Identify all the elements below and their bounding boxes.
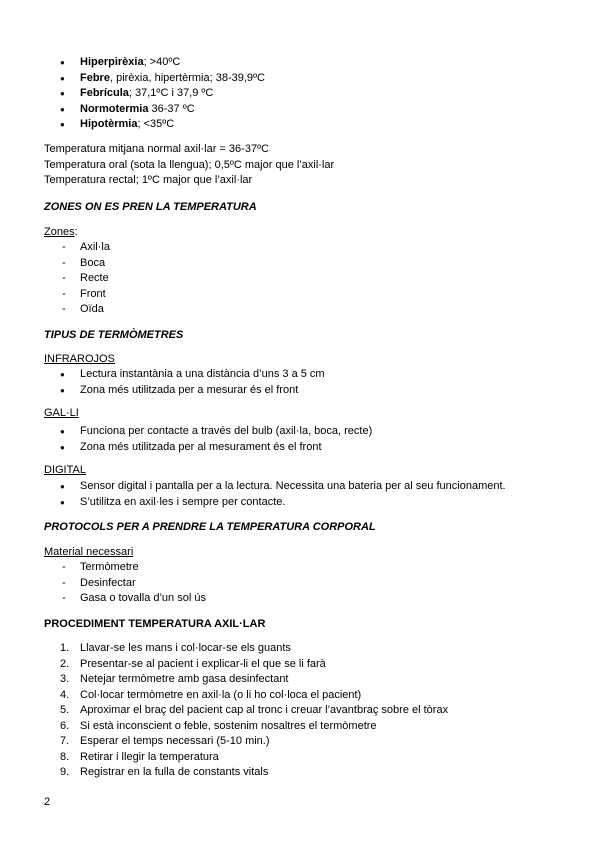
digital-points: [44, 479, 564, 510]
procedure-steps: [44, 641, 564, 781]
protocols-heading: PROTOCOLS PER A PRENDRE LA TEMPERATURA CORPORAL: [44, 521, 376, 533]
list-item: - Termòmetre: [44, 560, 564, 576]
zones-list: [44, 240, 564, 318]
list-item: 4. Col·locar termòmetre en axil·la (o li ho col·loca el pacient): [60, 688, 362, 701]
list-item: - Gasa o tovalla d’un sol ús: [44, 591, 564, 607]
list-item: ● Funciona per contacte a través del bulb (axil·la, boca, recte): [44, 424, 564, 440]
thermometer-type-infrared: INFRAROJOS: [44, 353, 115, 365]
list-item: ● Febre, pirèxia, hipertèrmia; 38-39,9ºC: [44, 71, 564, 87]
list-item: 2. Presentar-se al pacient i explicar-li el que se li farà: [60, 657, 326, 670]
list-item: 7. Esperar el temps necessari (5-10 min.): [60, 735, 270, 747]
list-item: 9. Registrar en la fulla de constants vitals: [60, 766, 269, 778]
list-item: - Oïda: [44, 302, 564, 318]
list-item: 8. Retirar i llegir la temperatura: [60, 750, 219, 763]
list-item: ● Zona més utilitzada per a mesurar és el front: [44, 383, 564, 399]
list-item: - Front: [44, 287, 564, 303]
list-item: ● Lectura instantània a una distància d’uns 3 a 5 cm: [44, 367, 564, 383]
zones-label-line: Zones:: [44, 226, 78, 238]
thermometer-type-digital: DIGITAL: [44, 464, 86, 476]
list-item: - Boca: [44, 256, 564, 272]
list-item: ● Hiperpirèxia; >40ºC: [44, 55, 564, 71]
thermometer-type-gallium: GAL·LI: [44, 407, 79, 419]
note-line: Temperatura rectal; 1ºC major que l’axil·lar: [44, 174, 253, 186]
list-item: ● S’utilitza en axil·les i sempre per contacte.: [44, 495, 564, 511]
list-item: 5. Aproximar el braç del pacient cap al tronc i creuar l’avantbraç sobre el tòrax: [60, 704, 449, 716]
list-item: ● Normotermia 36-37 ºC: [44, 102, 564, 118]
list-item: 1. Llavar-se les mans i col·locar-se els guants: [60, 642, 291, 654]
material-label: Material necessari: [44, 546, 134, 558]
thermometers-heading: TIPUS DE TERMÒMETRES: [44, 329, 184, 341]
procedure-heading: PROCEDIMENT TEMPERATURA AXIL·LAR: [44, 618, 266, 630]
page-number: 2: [44, 796, 51, 808]
list-item: - Recte: [44, 271, 564, 287]
temperature-notes: [44, 142, 564, 189]
list-item: ● Zona més utilitzada per al mesurament és el front: [44, 440, 564, 456]
zones-label: Zones: [44, 226, 75, 238]
list-item: 6. Si està inconscient o feble, sostenim nosaltres el termòmetre: [60, 719, 377, 732]
list-item: - Desinfectar: [44, 576, 564, 592]
infrared-points: [44, 367, 564, 398]
note-line: Temperatura oral (sota la llengua); 0,5ºC major que l’axil·lar: [44, 158, 335, 171]
material-list: [44, 560, 564, 607]
zones-heading: ZONES ON ES PREN LA TEMPERATURA: [44, 201, 257, 213]
note-line: Temperatura mitjana normal axil·lar = 36-37ºC: [44, 143, 270, 155]
list-item: 3. Netejar termòmetre amb gasa desinfectant: [60, 673, 289, 685]
temperature-ranges-list: [44, 55, 564, 133]
list-item: ● Hipotèrmia; <35ºC: [44, 117, 564, 133]
gallium-points: [44, 424, 564, 455]
list-item: - Axil·la: [44, 240, 564, 256]
list-item: ● Sensor digital i pantalla per a la lectura. Necessita una bateria per al seu funcionament.: [44, 479, 564, 495]
list-item: ● Febrícula; 37,1ºC i 37,9 ºC: [44, 86, 564, 102]
